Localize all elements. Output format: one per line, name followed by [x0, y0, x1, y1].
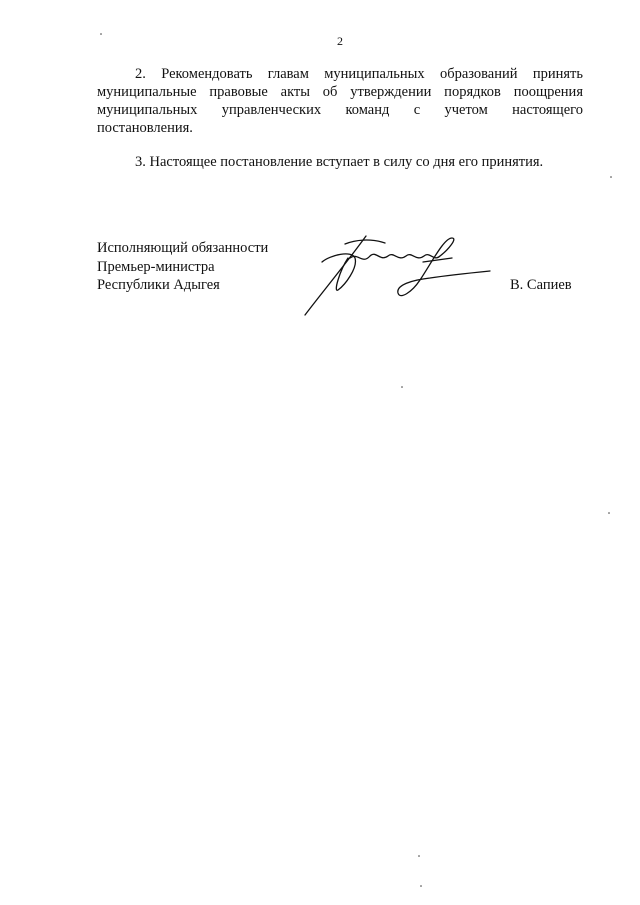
paragraph-recommendation — [97, 65, 583, 137]
text-line: муниципальные правовые акты об утверждении порядков поощрения — [97, 84, 583, 100]
position-line: Премьер-министра — [97, 258, 215, 275]
handwritten-signature — [295, 225, 500, 325]
page-number: 2 — [337, 34, 343, 48]
scan-speck — [100, 33, 102, 35]
scan-speck — [420, 885, 422, 887]
paragraph-effective-date — [97, 153, 583, 171]
text-line: постановления. — [97, 120, 193, 136]
scan-speck — [610, 176, 612, 178]
position-line: Республики Адыгея — [97, 277, 220, 293]
text-line: 3. Настоящее постановление вступает в силу со дня его принятия. — [135, 154, 544, 170]
text-line: 2. Рекомендовать главам муниципальных образований принять — [135, 66, 583, 82]
signatory-name: В. Сапиев — [510, 277, 572, 293]
scan-speck — [608, 512, 610, 514]
text-line: муниципальных управленческих команд с учетом настоящего — [97, 102, 583, 118]
position-line: Исполняющий обязанности — [97, 240, 269, 256]
scan-speck — [401, 386, 403, 388]
scan-speck — [418, 855, 420, 857]
signatory-position — [97, 239, 268, 295]
